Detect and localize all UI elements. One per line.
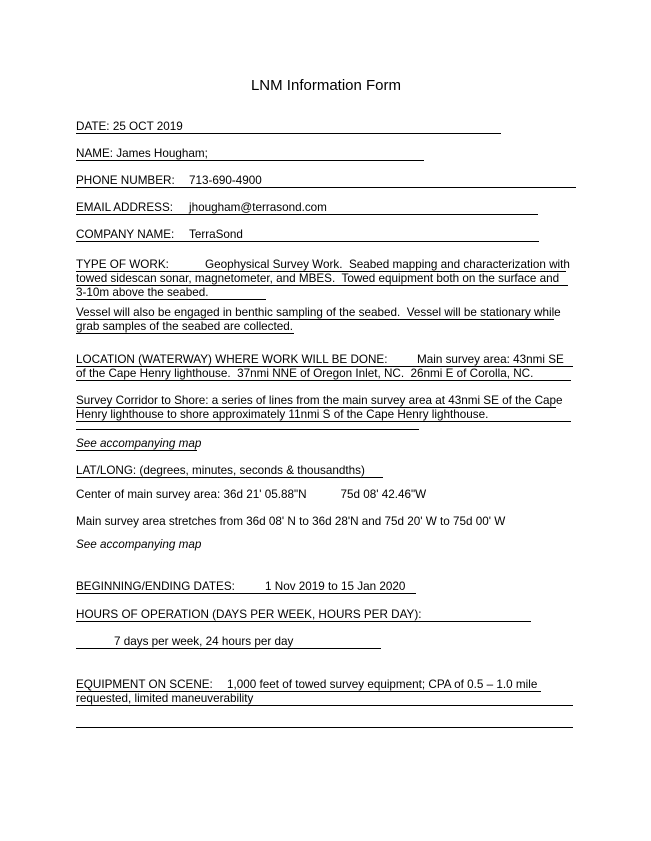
field-email <box>76 201 538 215</box>
location-line-2: of the Cape Henry lighthouse. 37nmi NNE of Oregon Inlet, NC. 26nmi E of Corolla, NC. <box>76 367 571 381</box>
center-label: Center of main survey area: <box>76 488 221 501</box>
equipment-paragraph <box>76 678 576 706</box>
equipment-line-1 <box>76 678 541 692</box>
location-label: LOCATION (WATERWAY) WHERE WORK WILL BE DONE: <box>76 353 388 366</box>
latlong-heading: LAT/LONG: (degrees, minutes, seconds & thousandths) <box>76 464 383 478</box>
phone-value: 713-690-4900 <box>189 174 262 187</box>
name-label: NAME: <box>76 147 114 160</box>
survey-corridor-line-1: Survey Corridor to Shore: a series of lines from the main survey area at 43nmi SE of the Cape <box>76 394 563 407</box>
dates-label: BEGINNING/ENDING DATES: <box>76 580 235 593</box>
beginning-ending-dates <box>76 580 416 594</box>
name-value: James Hougham; <box>116 147 208 160</box>
survey-corridor-line-2: Henry lighthouse to shore approximately 11nmi S of the Cape Henry lighthouse. <box>76 408 571 422</box>
center-coordinates <box>76 488 576 502</box>
vessel-note-line-1: Vessel will also be engaged in benthic sampling of the seabed. Vessel will be stationary while <box>76 306 561 319</box>
date-label: DATE: <box>76 120 110 133</box>
field-phone <box>76 174 576 188</box>
email-value: jhougham@terrasond.com <box>189 201 327 214</box>
type-of-work-line-3: 3-10m above the seabed. <box>76 286 266 300</box>
blank-underline <box>76 422 419 430</box>
hours-of-operation-heading: HOURS OF OPERATION (DAYS PER WEEK, HOURS PER DAY): <box>76 608 531 622</box>
email-label: EMAIL ADDRESS: <box>76 201 173 214</box>
hours-of-operation-value: 7 days per week, 24 hours per day <box>76 635 381 649</box>
vessel-note-paragraph <box>76 306 576 334</box>
field-company <box>76 228 539 242</box>
equipment-line-2: requested, limited maneuverability <box>76 692 573 706</box>
vessel-note-line-2: grab samples of the seabed are collected. <box>76 320 294 333</box>
location-value-1: Main survey area: 43nmi SE <box>417 353 564 366</box>
dates-value: 1 Nov 2019 to 15 Jan 2020 <box>265 580 406 593</box>
see-map-note-2: See accompanying map <box>76 538 202 551</box>
location-line-1 <box>76 353 573 367</box>
type-of-work-value-1: Geophysical Survey Work. Seabed mapping and characterization with <box>205 258 570 271</box>
company-label: COMPANY NAME: <box>76 228 175 241</box>
type-of-work-paragraph <box>76 258 576 300</box>
equipment-value-1: 1,000 feet of towed survey equipment; CPA of 0.5 – 1.0 mile <box>227 678 538 691</box>
phone-label: PHONE NUMBER: <box>76 174 175 187</box>
type-of-work-line-2: towed sidescan sonar, magnetometer, and MBES. Towed equipment both on the surface and <box>76 272 568 286</box>
company-value: TerraSond <box>189 228 243 241</box>
location-paragraph <box>76 353 576 381</box>
trailing-blank-underline <box>76 706 573 728</box>
date-value: 25 OCT 2019 <box>112 120 183 133</box>
center-latitude: 36d 21' 05.88"N <box>223 488 307 501</box>
field-name <box>76 147 424 161</box>
field-date <box>76 120 501 134</box>
type-of-work-label: TYPE OF WORK: <box>76 258 169 271</box>
see-map-note-1: See accompanying map <box>76 437 202 450</box>
form-title: LNM Information Form <box>250 77 402 94</box>
survey-extent: Main survey area stretches from 36d 08' N to 36d 28'N and 75d 20' W to 75d 00' W <box>76 515 506 528</box>
type-of-work-line-1 <box>76 258 570 272</box>
survey-corridor-paragraph <box>76 394 576 422</box>
center-longitude: 75d 08' 42.46"W <box>340 488 427 501</box>
equipment-label: EQUIPMENT ON SCENE: <box>76 678 213 691</box>
